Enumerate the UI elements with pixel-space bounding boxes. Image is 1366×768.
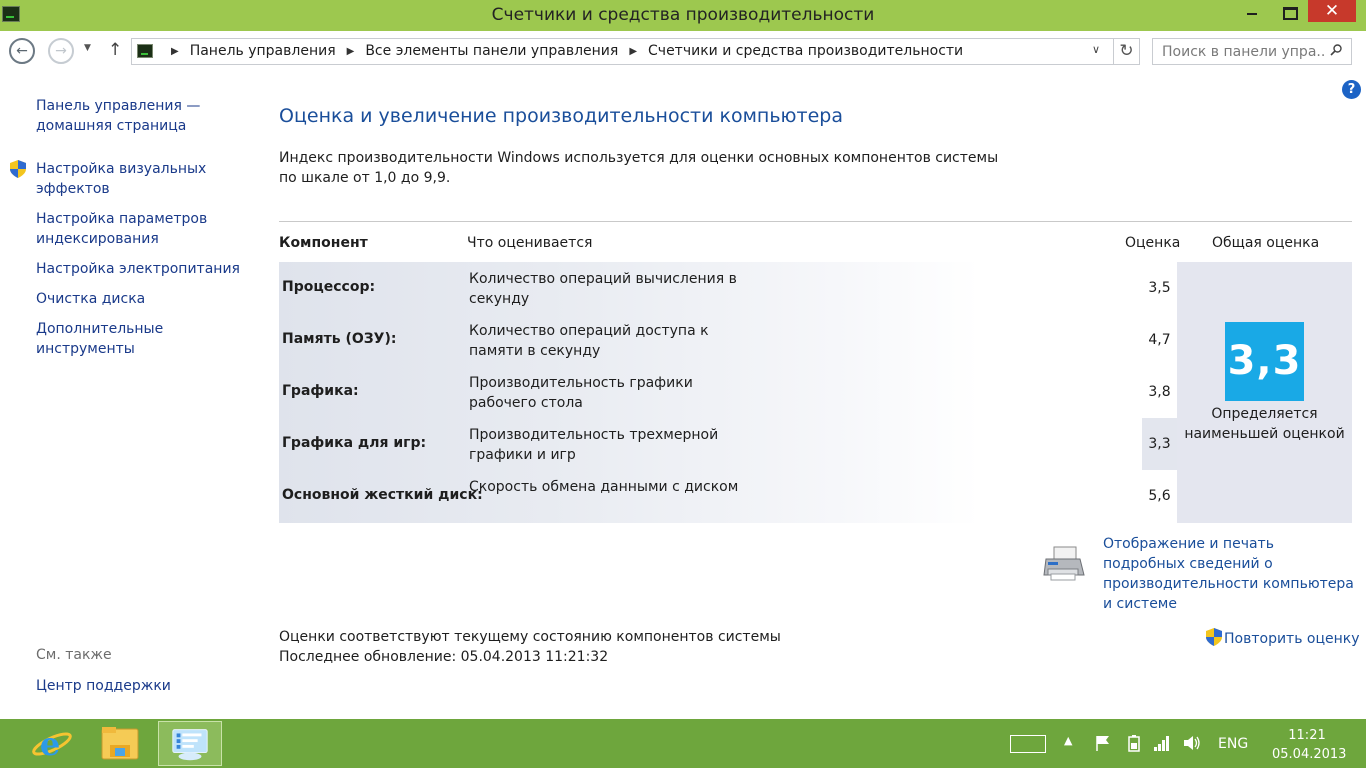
component-description: Количество операций доступа к памяти в секунду [469, 323, 709, 359]
breadcrumb-separator-icon[interactable]: ▶ [346, 46, 355, 57]
sidebar-item-advanced-tools[interactable]: Дополнительные инструменты [36, 321, 164, 357]
forward-button[interactable]: → [48, 38, 74, 64]
column-header-component: Компонент [279, 235, 368, 251]
component-score: 3,5 [1148, 280, 1171, 296]
component-name: Память (ОЗУ): [282, 331, 397, 347]
component-description: Скорость обмена данными с диском [469, 479, 739, 495]
internet-explorer-icon[interactable] [18, 721, 82, 766]
component-name: Графика для игр: [282, 435, 427, 451]
touch-keyboard-icon[interactable] [1010, 735, 1046, 753]
svg-text:e: e [39, 725, 61, 763]
sidebar-item-power[interactable]: Настройка электропитания [36, 261, 240, 277]
sidebar-item-action-center[interactable]: Центр поддержки [36, 678, 171, 694]
volume-icon[interactable] [1182, 734, 1202, 752]
input-language-indicator[interactable]: ENG [1218, 736, 1249, 752]
back-button[interactable]: ← [9, 38, 35, 64]
table-row [279, 262, 1177, 314]
page-title: Оценка и увеличение производительности компьютера [279, 105, 844, 127]
column-header-what: Что оценивается [467, 235, 593, 251]
minimize-button[interactable] [1238, 0, 1264, 22]
component-description: Количество операций вычисления в секунду [469, 271, 737, 307]
title-bar [0, 0, 1366, 31]
network-signal-icon[interactable] [1152, 734, 1172, 752]
up-button[interactable]: ↑ [108, 40, 123, 60]
component-score: 3,3 [1142, 418, 1177, 470]
breadcrumb-all-items[interactable]: Все элементы панели управления [365, 43, 619, 59]
clock-date: 05.04.2013 [1272, 747, 1347, 762]
search-input[interactable] [1153, 39, 1325, 64]
total-score-tile: 3,3 [1225, 322, 1304, 401]
print-details-link[interactable]: Отображение и печать подробных сведений о производительности компьютера и системе [1103, 536, 1354, 612]
component-score: 4,7 [1148, 332, 1171, 348]
recent-locations-chevron-icon[interactable]: ▼ [84, 43, 91, 53]
column-header-total: Общая оценка [1212, 235, 1320, 251]
last-update-text: Последнее обновление: 05.04.2013 11:21:32 [279, 649, 609, 665]
component-name: Процессор: [282, 279, 376, 295]
breadcrumb-control-panel[interactable]: Панель управления [189, 43, 336, 59]
address-dropdown-icon[interactable]: ∨ [1092, 43, 1101, 56]
show-hidden-icons-button[interactable]: ▲ [1064, 734, 1073, 747]
control-panel-icon [137, 44, 153, 58]
search-box[interactable] [1152, 38, 1352, 65]
table-body [279, 262, 1177, 523]
table-header [279, 222, 1352, 262]
rerun-assessment-link[interactable] [1206, 628, 1360, 647]
sidebar-home-link[interactable]: Панель управления — домашняя страница [36, 98, 201, 134]
table-row [279, 470, 1177, 522]
close-button[interactable]: ✕ [1308, 0, 1356, 22]
status-text: Оценки соответствуют текущему состоянию компонентов системы [279, 629, 781, 645]
sidebar-item-disk-cleanup[interactable]: Очистка диска [36, 291, 146, 307]
uac-shield-icon [1206, 628, 1222, 646]
action-center-flag-icon[interactable] [1094, 734, 1112, 752]
rerun-assessment-label[interactable]: Повторить оценку [1224, 631, 1360, 647]
printer-icon[interactable] [1042, 545, 1086, 583]
uac-shield-icon [10, 160, 26, 178]
component-description: Производительность графики рабочего стола [469, 375, 693, 411]
sidebar [0, 71, 262, 719]
breadcrumb-performance[interactable]: Счетчики и средства производительности [648, 43, 964, 59]
component-score: 3,8 [1148, 384, 1171, 400]
page-description: Индекс производительности Windows используется для оценки основных компонентов системы по шкале от 1,0 до 9,9. [279, 150, 999, 186]
component-score: 5,6 [1148, 488, 1171, 504]
sidebar-item-visual-effects[interactable]: Настройка визуальных эффектов [36, 161, 207, 197]
refresh-button[interactable]: ↻ [1113, 39, 1139, 64]
table-row [279, 366, 1177, 418]
navigation-bar [0, 31, 1366, 71]
table-row [279, 418, 1177, 470]
window-title: Счетчики и средства производительности [491, 5, 875, 25]
breadcrumb-separator-icon[interactable]: ▶ [171, 46, 179, 57]
file-explorer-icon[interactable] [88, 721, 152, 766]
battery-icon[interactable] [1124, 734, 1144, 752]
taskbar [0, 719, 1366, 768]
sidebar-item-indexing[interactable]: Настройка параметров индексирования [36, 211, 208, 247]
component-description: Производительность трехмерной графики и игр [469, 427, 719, 463]
maximize-button[interactable] [1274, 0, 1302, 22]
see-also-heading: См. также [36, 647, 112, 663]
total-score-panel [1177, 262, 1352, 523]
clock-time: 11:21 [1288, 728, 1326, 743]
column-header-score: Оценка [1125, 235, 1181, 251]
performance-app-icon[interactable] [158, 721, 222, 766]
component-name: Основной жесткий диск: [282, 487, 483, 503]
table-row [279, 314, 1177, 366]
total-score-caption: Определяется наименьшей оценкой [1184, 406, 1345, 442]
breadcrumb-separator-icon[interactable]: ▶ [629, 46, 638, 57]
help-icon[interactable]: ? [1342, 80, 1361, 99]
component-name: Графика: [282, 383, 359, 399]
breadcrumb [160, 43, 963, 59]
clock[interactable] [1272, 726, 1347, 768]
score-table [279, 221, 1352, 523]
search-icon[interactable] [1330, 44, 1342, 56]
address-bar[interactable] [131, 38, 1140, 65]
